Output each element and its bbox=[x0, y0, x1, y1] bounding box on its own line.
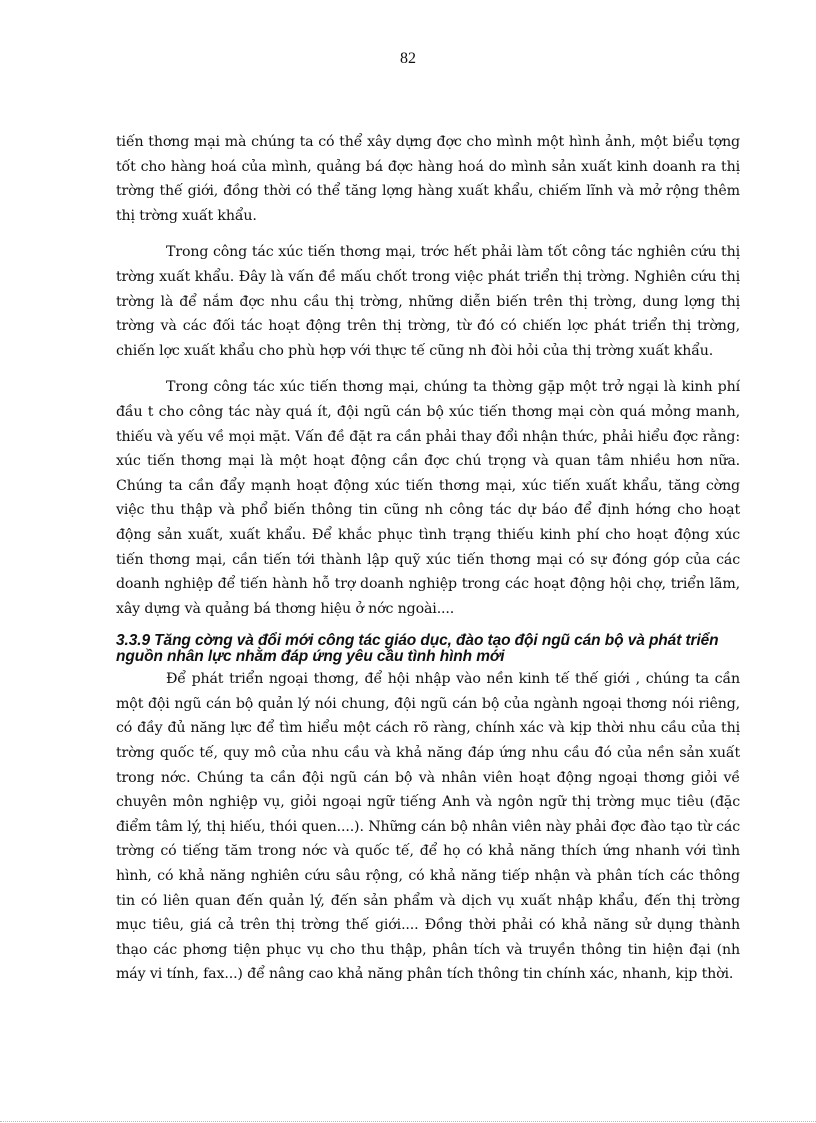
paragraph-1: tiến thơng mại mà chúng ta có thể xây dựng đợc cho mình một hình ảnh, một biểu tợng tốt cho hàng hoá của mình, quảng bá đợc hàng hoá do mình sản xuất kinh doanh ra thị trờng thế giới, đồng thời có thể tăng lợng hàng xuất khẩu, chiếm lĩnh và mở rộng thêm thị trờng xuất khẩu. bbox=[116, 134, 740, 224]
page-number: 82 bbox=[400, 50, 416, 67]
paragraph-3: Trong công tác xúc tiến thơng mại, chúng ta thờng gặp một trở ngại là kinh phí đầu t cho công tác này quá ít, đội ngũ cán bộ xúc tiến thơng mại còn quá mỏng manh, thiếu và yếu về mọi mặt. Vấn đề đặt ra cần phải thay đổi nhận thức, phải hiểu đợc rằng: xúc tiến thơng mại là một hoạt động cần đợc chú trọng và quan tâm nhiều hơn nữa. Chúng ta cần đẩy mạnh hoạt động xúc tiến thơng mại, xúc tiến xuất khẩu, tăng cờng việc thu thập và phổ biến thông tin cũng nh công tác dự báo để định hớng cho hoạt động sản xuất, xuất khẩu. Để khắc phục tình trạng thiếu kinh phí cho hoạt động xúc tiến thơng mại, cần tiến tới thành lập quỹ xúc tiến thơng mại có sự đóng góp của các doanh nghiệp để tiến hành hỗ trợ doanh nghiệp trong các hoạt động hội chợ, triển lãm, xây dựng và quảng bá thơng hiệu ở nớc ngoài.... bbox=[116, 379, 740, 617]
paragraph-2: Trong công tác xúc tiến thơng mại, trớc hết phải làm tốt công tác nghiên cứu thị trờng xuất khẩu. Đây là vấn đề mấu chốt trong việc phát triển thị trờng. Nghiên cứu thị trờng là để nắm đợc nhu cầu thị trờng, những diễn biến trên thị trờng, dung lợng thị trờng và các đối tác hoạt động trên thị trờng, từ đó có chiến lợc phát triển thị trờng, chiến lợc xuất khẩu cho phù hợp với thực tế cũng nh đòi hỏi của thị trờng xuất khẩu. bbox=[116, 244, 740, 359]
paragraph-4: Để phát triển ngoại thơng, để hội nhập vào nền kinh tế thế giới , chúng ta cần một đội ngũ cán bộ quản lý nói chung, đội ngũ cán bộ của ngành ngoại thơng nói riêng, có đầy đủ năng lực để tìm hiểu một cách rõ ràng, chính xác và kịp thời nhu cầu của thị trờng quốc tế, quy mô của nhu cầu và khả năng đáp ứng nhu cầu đó của nền sản xuất trong nớc. Chúng ta cần đội ngũ cán bộ và nhân viên hoạt động ngoại thơng giỏi về chuyên môn nghiệp vụ, giỏi ngoại ngữ tiếng Anh và ngôn ngữ thị trờng mục tiêu (đặc điểm tâm lý, thị hiếu, thói quen....). Những cán bộ nhân viên này phải đợc đào tạo từ các trờng có tiếng tăm trong nớc và quốc tế, để họ có khả năng thích ứng nhanh với tình hình, có khả năng nghiên cứu sâu rộng, có khả năng tiếp nhận và phân tích các thông tin có liên quan đến quản lý, đến sản phẩm và dịch vụ xuất nhập khẩu, đến thị trờng mục tiêu, giá cả trên thị trờng thế giới.... Đồng thời phải có khả năng sử dụng thành thạo các phơng tiện phục vụ cho thu thập, phân tích và truyền thông tin hiện đại (nh máy vi tính, fax...) để nâng cao khả năng phân tích thông tin chính xác, nhanh, kịp thời. bbox=[116, 671, 740, 983]
page-body bbox=[116, 130, 740, 999]
section-heading: 3.3.9 Tăng cờng và đổi mới công tác giáo dục, đào tạo đội ngũ cán bộ và phát triển nguồn nhân lực nhằm đáp ứng yêu cầu tình hình mới bbox=[116, 632, 719, 666]
page-bottom-divider bbox=[0, 1121, 816, 1122]
